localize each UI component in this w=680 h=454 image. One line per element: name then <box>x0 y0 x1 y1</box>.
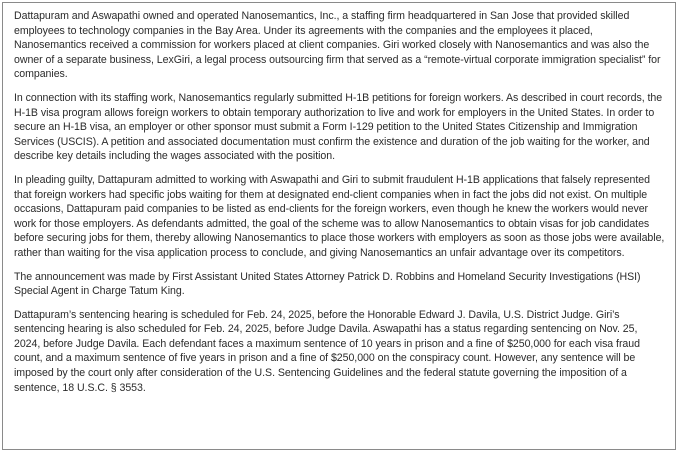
document-frame <box>2 2 676 450</box>
paragraph-company-background: Dattapuram and Aswapathi owned and operated Nanosemantics, Inc., a staffing firm headquartered in San Jose that provided skilled employees to technology companies in the Bay Area. Under its agreements with the companies and the employees it placed, Nanosemantics received a commission for workers placed at client companies. Giri worked closely with Nanosemantics and was also the owner of a separate business, LexGiri, a legal process outsourcing firm that served as a “remote-virtual corporate immigration specialist” for companies. <box>14 10 661 81</box>
paragraph-sentencing: Dattapuram’s sentencing hearing is scheduled for Feb. 24, 2025, before the Honorable Edward J. Davila, U.S. District Judge. Giri’s sentencing hearing is also scheduled for Feb. 24, 2025, before Judge Davila. Aswapathi has a status regarding sentencing on Nov. 25, 2024, before Judge Davila. Each defendant faces a maximum sentence of 10 years in prison and a fine of $250,000 for each visa fraud count, and a maximum sentence of five years in prison and a fine of $250,000 on the conspiracy count. However, any sentence will be imposed by the court only after consideration of the U.S. Sentencing Guidelines and the federal statute governing the imposition of a sentence, 18 U.S.C. § 3553. <box>14 308 640 394</box>
paragraph-announcement: The announcement was made by First Assistant United States Attorney Patrick D. Robbins and Homeland Security Investigations (HSI) Special Agent in Charge Tatum King. <box>14 270 641 298</box>
paragraph-h1b-petitions: In connection with its staffing work, Nanosemantics regularly submitted H-1B petitions for foreign workers. As described in court records, the H-1B visa program allows foreign workers to obtain temporary authorization to live and work for employers in the United States. In order to secure an H-1B visa, an employer or other sponsor must submit a Form I-129 petition to the United States Citizenship and Immigration Services (USCIS). A petition and associated documentation must confirm the existence and duration of the job waiting for the worker, and describe key details including the wages associated with the position. <box>14 91 663 163</box>
article-body <box>3 3 675 395</box>
paragraph-guilty-plea: In pleading guilty, Dattapuram admitted to working with Aswapathi and Giri to submit fraudulent H-1B applications that falsely represented that foreign workers had specific jobs waiting for them at designated end-client companies when in fact the jobs did not exist. On multiple occasions, Dattapuram paid companies to be listed as end-clients for the foreign workers, even though he knew the workers would never work for those employers. As defendants admitted, the goal of the scheme was to allow Nanosemantics to obtain visas for job candidates before securing jobs for them, thereby allowing Nanosemantics to place those workers with employers as soon as those jobs were available, rather than waiting for the visa application process to conclude, and giving Nanosemantics an unfair advantage over its competitors. <box>14 173 665 259</box>
